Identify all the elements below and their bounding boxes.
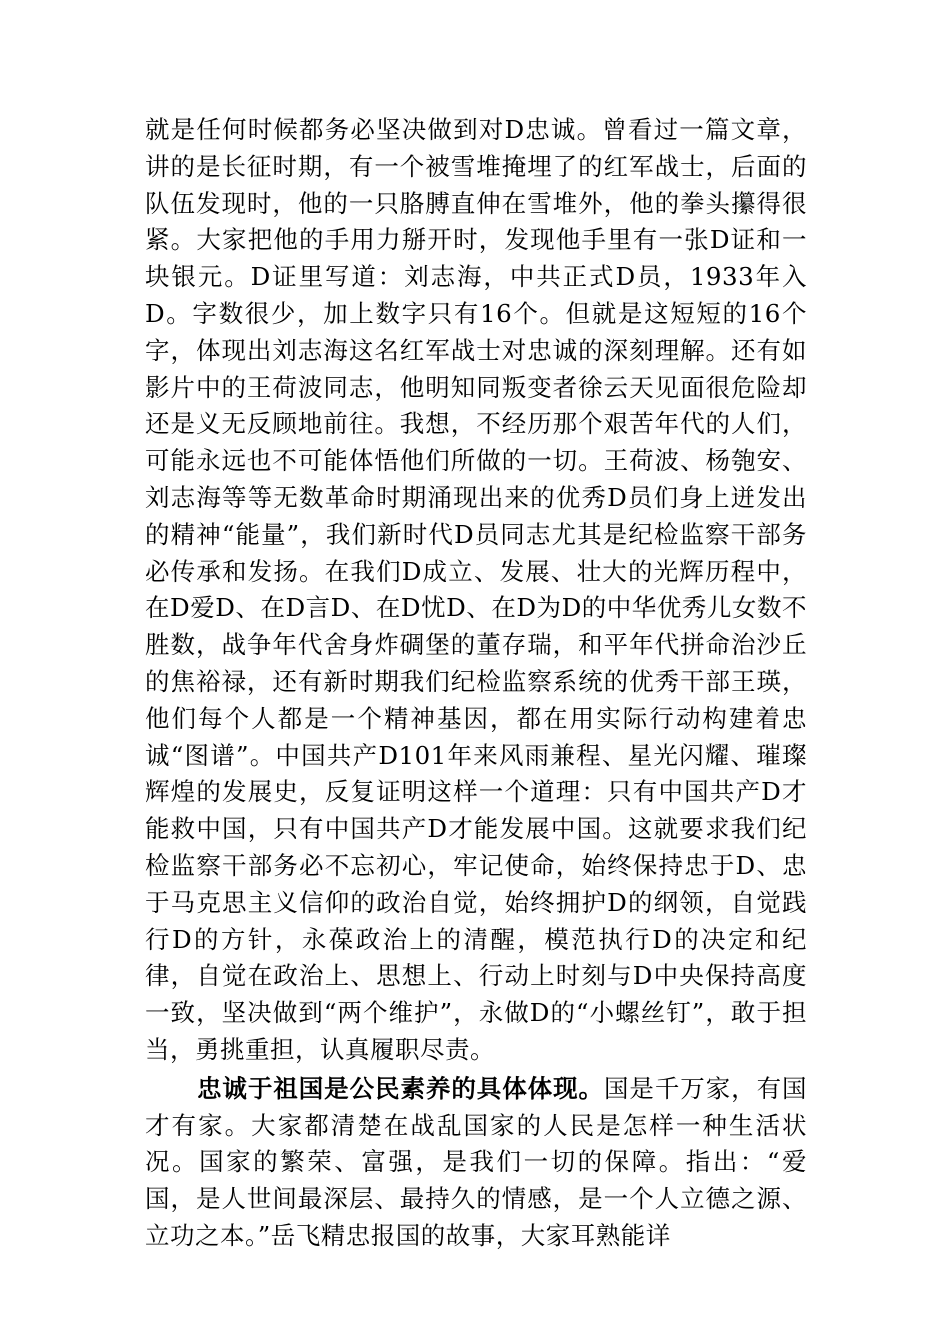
paragraph-text: 国是千万家，有国才有家。大家都清楚在战乱国家的人民是怎样一种生活状况。国家的繁荣、富强，是我们一切的保障。指出：“爱国，是人世间最深层、最持久的情感，是一个人立德之源、立功之本。”岳飞精忠报国的故事，大家耳熟能详: [145, 1073, 808, 1250]
paragraph-text: 就是任何时候都务必坚决做到对D忠诚。曾看过一篇文章，讲的是长征时期，有一个被雪堆掩埋了的红军战士，后面的队伍发现时，他的一只胳膊直伸在雪堆外，他的拳头攥得很紧。大家把他的手用力掰开时，发现他手里有一张D证和一块银元。D证里写道：刘志海，中共正式D员，1933年入D。字数很少，加上数字只有16个。但就是这短短的16个字，体现出刘志海这名红军战士对忠诚的深刻理解。还有如影片中的王荷波同志，他明知同叛变者徐云天见面很危险却还是义无反顾地前往。我想，不经历那个艰苦年代的人们，可能永远也不可能体悟他们所做的一切。王荷波、杨匏安、刘志海等等无数革命时期涌现出来的优秀D员们身上迸发出的精神“能量”，我们新时代D员同志尤其是纪检监察干部务必传承和发扬。在我们D成立、发展、壮大的光辉历程中，在D爱D、在D言D、在D忧D、在D为D的中华优秀儿女数不胜数，战争年代舍身炸碉堡的董存瑞，和平年代拼命治沙丘的焦裕禄，还有新时期我们纪检监察系统的优秀干部王瑛，他们每个人都是一个精神基因，都在用实际行动构建着忠诚“图谱”。中国共产D101年来风雨兼程、星光闪耀、璀璨辉煌的发展史，反复证明这样一个道理：只有中国共产D才能救中国，只有中国共产D才能发展中国。这就要求我们纪检监察干部务必不忘初心，牢记使命，始终保持忠于D、忠于马克思主义信仰的政治自觉，始终拥护D的纲领，自觉践行D的方针，永葆政治上的清醒，模范执行D的决定和纪律，自觉在政治上、思想上、行动上时刻与D中央保持高度一致，坚决做到“两个维护”，永做D的“小螺丝钉”，敢于担当，勇挑重担，认真履职尽责。: [145, 115, 807, 1064]
paragraph-lead-sentence: 忠诚于祖国是公民素养的具体体现。: [197, 1073, 604, 1103]
paragraph-loyalty-to-country: [145, 1071, 807, 1255]
document-body: [145, 112, 807, 1255]
paragraph-loyalty-to-party: [145, 112, 807, 1069]
